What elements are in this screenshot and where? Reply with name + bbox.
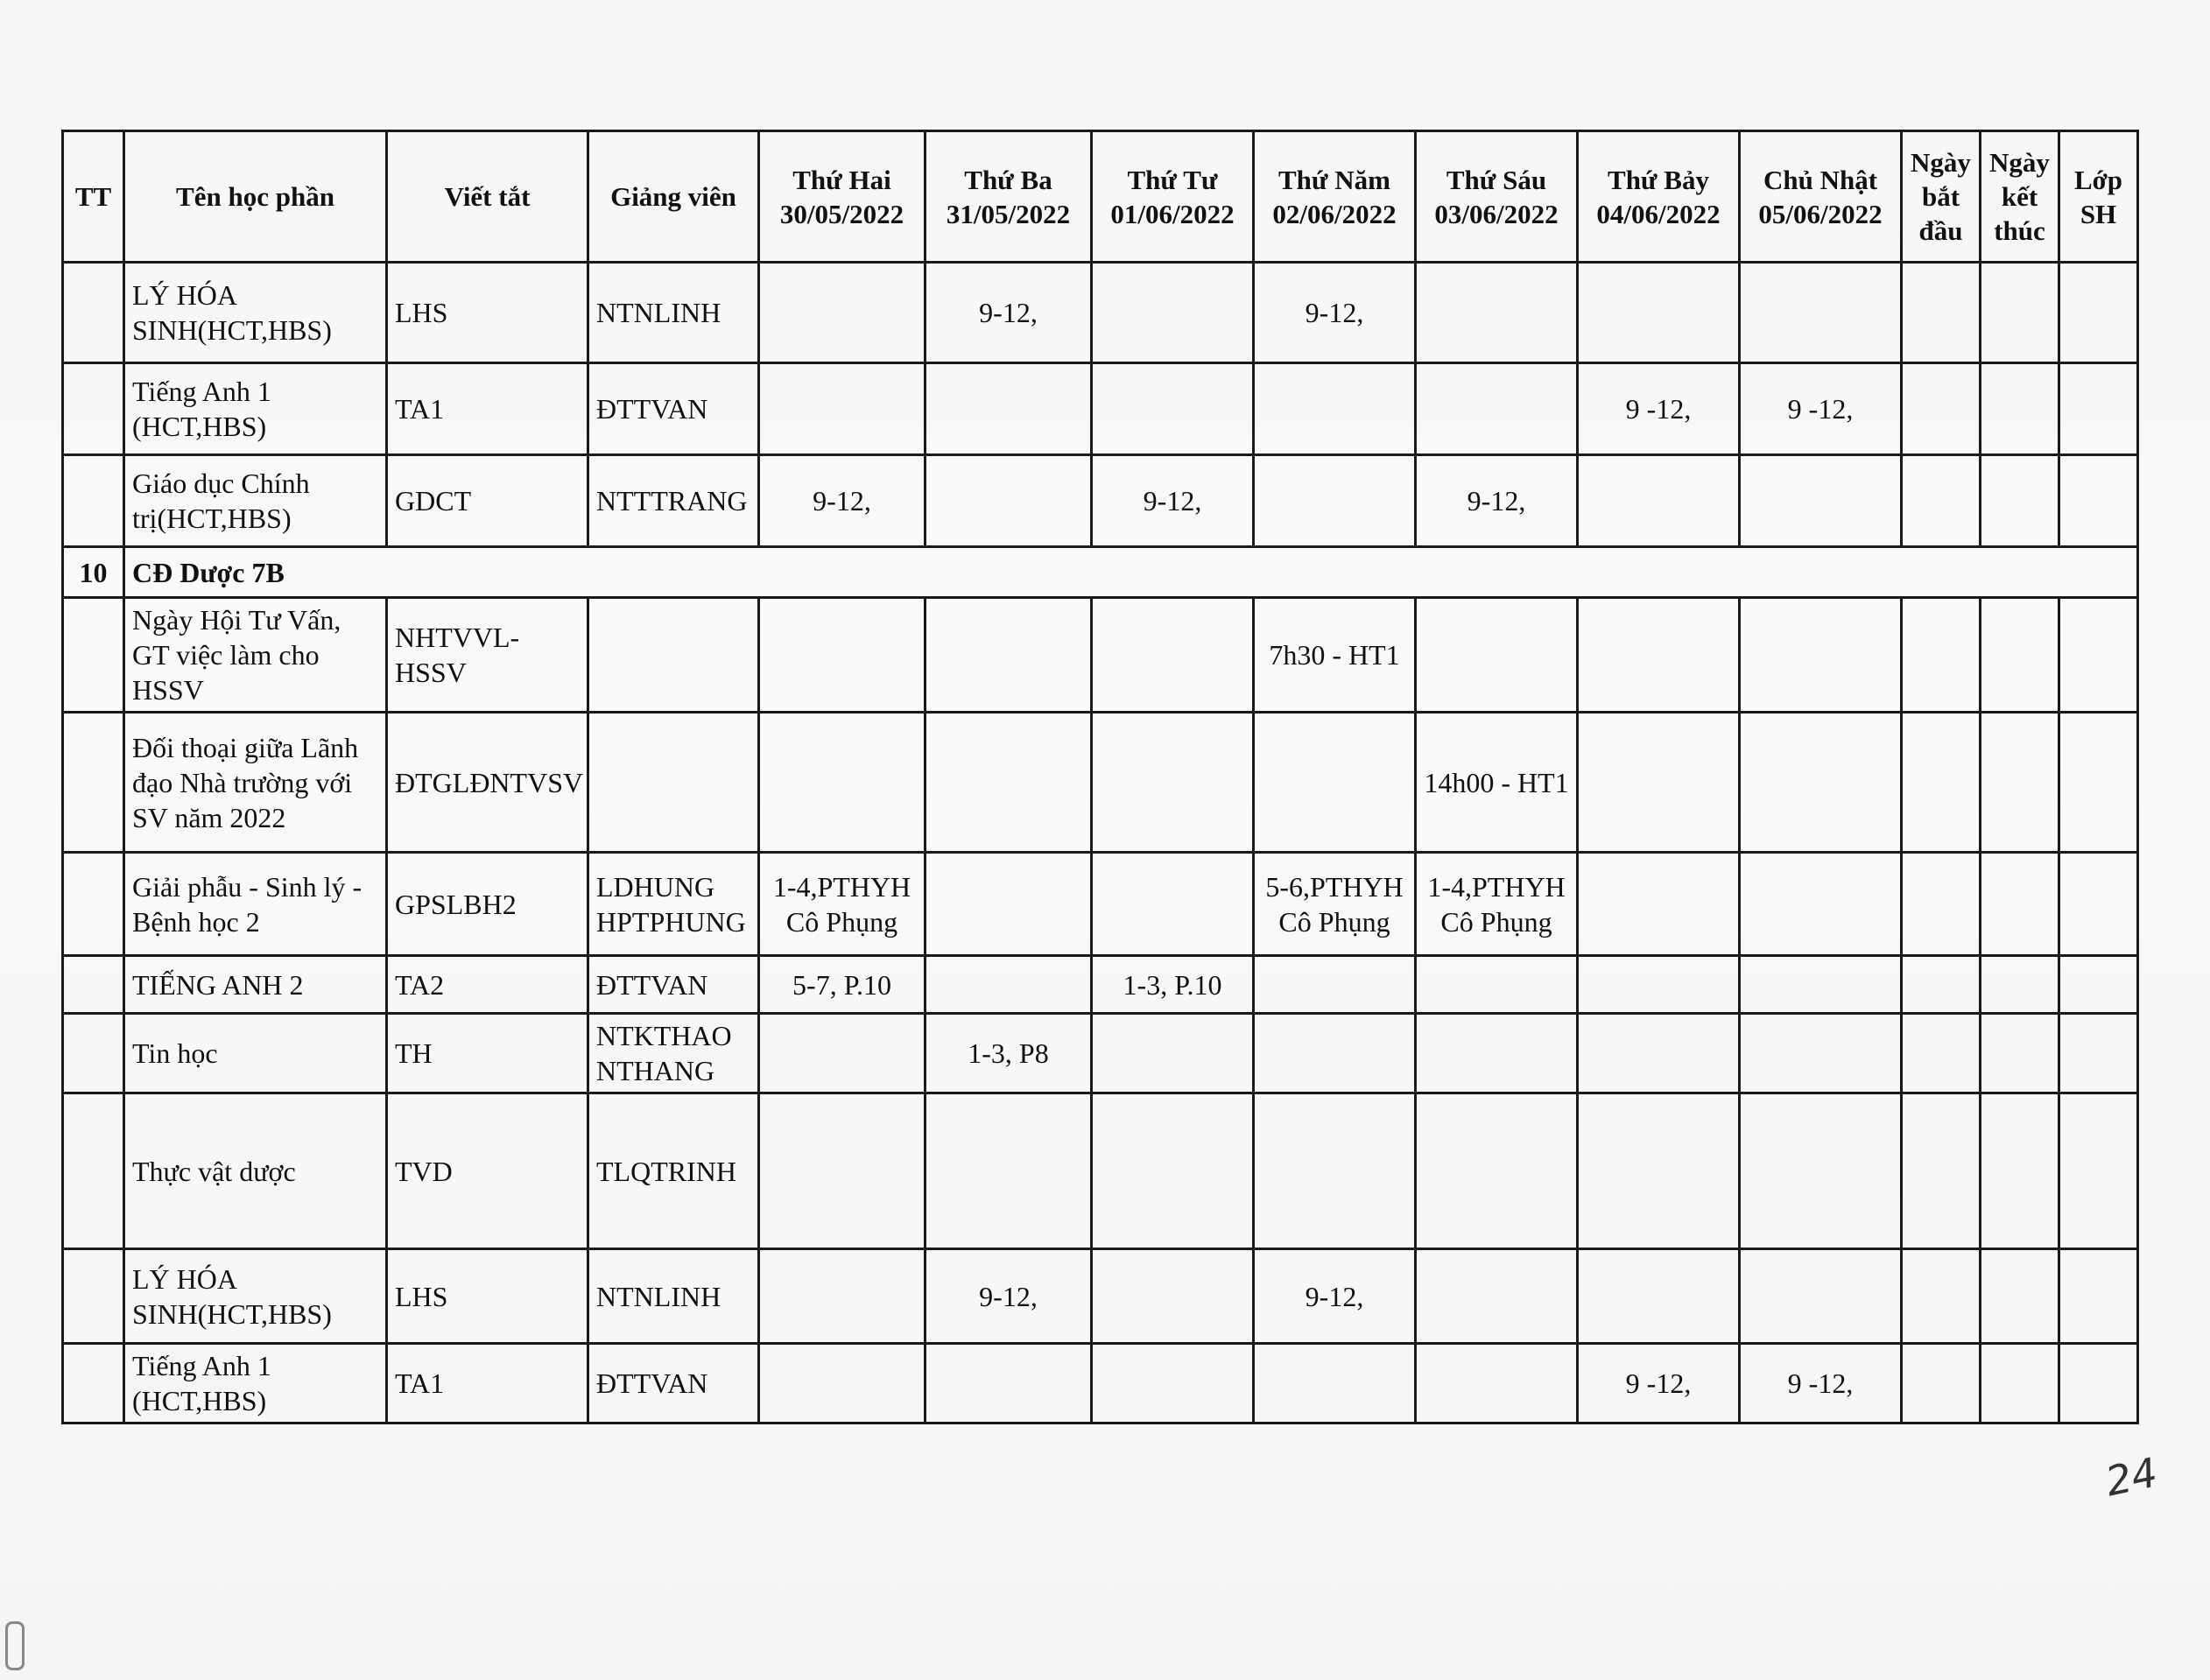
cell-end [1981,1093,2059,1249]
cell-end [1981,1249,2059,1344]
cell-thu [1254,455,1416,547]
table-row [63,455,2138,547]
cell-sat [1578,1014,1740,1093]
header-end-date [1981,131,2059,263]
cell-wed: 9-12, [1092,455,1254,547]
cell-start [1902,263,1981,363]
header-monday [759,131,926,263]
cell-mon: 1-4,PTHYH Cô Phụng [759,853,926,956]
cell-sat [1578,853,1740,956]
cell-start [1902,713,1981,853]
cell-lecturer: LDHUNG HPTPHUNG [588,853,759,956]
cell-sat [1578,455,1740,547]
cell-homeroom [2059,263,2138,363]
cell-tt [63,1014,124,1093]
cell-sat [1578,263,1740,363]
cell-wed: 1-3, P.10 [1092,956,1254,1014]
header-tt: TT [63,131,124,263]
cell-thu [1254,1093,1416,1249]
cell-course-name: LÝ HÓA SINH(HCT,HBS) [124,1249,387,1344]
cell-wed [1092,1249,1254,1344]
cell-tue [926,1344,1092,1423]
cell-mon [759,1249,926,1344]
cell-lecturer: NTNLINH [588,1249,759,1344]
table-row [63,713,2138,853]
header-sunday [1740,131,1902,263]
cell-thu [1254,713,1416,853]
cell-course-name: LÝ HÓA SINH(HCT,HBS) [124,263,387,363]
cell-thu [1254,363,1416,455]
header-line: Ngày [1989,147,2050,178]
cell-course-name: Tiếng Anh 1 (HCT,HBS) [124,363,387,455]
cell-thu [1254,1344,1416,1423]
cell-fri [1416,363,1578,455]
day-name: Thứ Năm [1278,164,1390,195]
cell-homeroom [2059,1249,2138,1344]
table-row [63,263,2138,363]
cell-mon [759,363,926,455]
day-date: 05/06/2022 [1758,198,1883,229]
cell-sun: 9 -12, [1740,1344,1902,1423]
cell-abbreviation: GDCT [387,455,588,547]
cell-tt [63,853,124,956]
cell-fri [1416,1249,1578,1344]
cell-wed [1092,713,1254,853]
cell-tt [63,455,124,547]
cell-homeroom [2059,713,2138,853]
cell-abbreviation: TA1 [387,1344,588,1423]
cell-homeroom [2059,1344,2138,1423]
cell-homeroom [2059,956,2138,1014]
header-saturday [1578,131,1740,263]
header-friday [1416,131,1578,263]
cell-sun [1740,455,1902,547]
section-title: CĐ Dược 7B [124,547,2138,598]
cell-sun [1740,713,1902,853]
cell-abbreviation: TA1 [387,363,588,455]
cell-thu [1254,1014,1416,1093]
cell-lecturer [588,713,759,853]
cell-mon [759,1093,926,1249]
cell-tt [63,713,124,853]
cell-abbreviation: TA2 [387,956,588,1014]
header-start-date [1902,131,1981,263]
header-line: SH [2080,198,2117,229]
cell-sun [1740,263,1902,363]
table-row [63,1249,2138,1344]
cell-mon: 5-7, P.10 [759,956,926,1014]
cell-start [1902,1014,1981,1093]
cell-wed [1092,598,1254,713]
header-abbreviation: Viết tắt [387,131,588,263]
table-row [63,598,2138,713]
table-row [63,853,2138,956]
header-wednesday [1092,131,1254,263]
cell-thu: 9-12, [1254,263,1416,363]
cell-fri: 1-4,PTHYH Cô Phụng [1416,853,1578,956]
table-row [63,956,2138,1014]
cell-lecturer: NTTTRANG [588,455,759,547]
table-row [63,1344,2138,1423]
day-date: 01/06/2022 [1110,198,1235,229]
header-line: thúc [1994,215,2045,246]
cell-end [1981,1014,2059,1093]
cell-lecturer: NTNLINH [588,263,759,363]
table-row [63,1014,2138,1093]
cell-lecturer: ĐTTVAN [588,1344,759,1423]
header-lecturer: Giảng viên [588,131,759,263]
cell-sat [1578,1093,1740,1249]
cell-abbreviation: NHTVVL-HSSV [387,598,588,713]
cell-wed [1092,1344,1254,1423]
day-name: Thứ Hai [792,164,891,195]
cell-tue [926,853,1092,956]
cell-tt [63,263,124,363]
cell-tt [63,1344,124,1423]
cell-abbreviation: TH [387,1014,588,1093]
cell-homeroom [2059,853,2138,956]
cell-end [1981,263,2059,363]
cell-tue [926,1093,1092,1249]
cell-wed [1092,1014,1254,1093]
cell-fri [1416,263,1578,363]
cell-wed [1092,263,1254,363]
cell-fri [1416,1344,1578,1423]
table-row [63,363,2138,455]
cell-tt [63,1249,124,1344]
cell-start [1902,956,1981,1014]
day-name: Thứ Tư [1127,164,1218,195]
cell-thu: 9-12, [1254,1249,1416,1344]
cell-end [1981,455,2059,547]
cell-course-name: Tiếng Anh 1 (HCT,HBS) [124,1344,387,1423]
cell-homeroom [2059,1014,2138,1093]
cell-tue: 1-3, P8 [926,1014,1092,1093]
cell-lecturer: NTKTHAO NTHANG [588,1014,759,1093]
cell-mon [759,263,926,363]
cell-mon [759,713,926,853]
cell-end [1981,956,2059,1014]
header-row [63,131,2138,263]
cell-fri: 14h00 - HT1 [1416,713,1578,853]
cell-tt [63,1093,124,1249]
cell-mon [759,598,926,713]
cell-end [1981,1344,2059,1423]
cell-sat [1578,956,1740,1014]
day-date: 02/06/2022 [1272,198,1397,229]
day-name: Thứ Sáu [1446,164,1547,195]
cell-fri [1416,1014,1578,1093]
cell-sat [1578,1249,1740,1344]
header-line: Lớp [2073,164,2123,195]
header-line: đầu [1918,215,1963,246]
cell-sun [1740,1093,1902,1249]
cell-lecturer: TLQTRINH [588,1093,759,1249]
cell-abbreviation: LHS [387,263,588,363]
cell-thu: 7h30 - HT1 [1254,598,1416,713]
cell-sun: 9 -12, [1740,363,1902,455]
cell-course-name: Thực vật dược [124,1093,387,1249]
cell-tt [63,363,124,455]
cell-start [1902,455,1981,547]
cell-homeroom [2059,598,2138,713]
cell-course-name: Giải phẫu - Sinh lý - Bệnh học 2 [124,853,387,956]
day-name: Thứ Bảy [1608,164,1709,195]
cell-tt [63,598,124,713]
cell-sat: 9 -12, [1578,1344,1740,1423]
cell-course-name: Giáo dục Chính trị(HCT,HBS) [124,455,387,547]
day-date: 03/06/2022 [1434,198,1559,229]
header-line: bắt [1921,181,1960,212]
cell-thu: 5-6,PTHYH Cô Phụng [1254,853,1416,956]
cell-tt [63,956,124,1014]
header-homeroom-class [2059,131,2138,263]
cell-homeroom [2059,455,2138,547]
cell-mon [759,1344,926,1423]
cell-homeroom [2059,1093,2138,1249]
cell-abbreviation: LHS [387,1249,588,1344]
cell-lecturer: ĐTTVAN [588,956,759,1014]
cell-tue [926,455,1092,547]
cell-sat [1578,713,1740,853]
cell-fri [1416,956,1578,1014]
day-date: 31/05/2022 [946,198,1071,229]
cell-wed [1092,363,1254,455]
cell-sun [1740,1014,1902,1093]
cell-start [1902,1093,1981,1249]
page-number-handwritten: 24 [2101,1448,2162,1506]
cell-thu [1254,956,1416,1014]
cell-course-name: Ngày Hội Tư Vấn, GT việc làm cho HSSV [124,598,387,713]
cell-end [1981,598,2059,713]
cell-sat: 9 -12, [1578,363,1740,455]
cell-sun [1740,1249,1902,1344]
day-name: Thứ Ba [964,164,1052,195]
header-thursday [1254,131,1416,263]
cell-start [1902,598,1981,713]
cell-course-name: Đối thoại giữa Lãnh đạo Nhà trường với SV năm 2022 [124,713,387,853]
cell-abbreviation: TVD [387,1093,588,1249]
cell-mon [759,1014,926,1093]
cell-abbreviation: ĐTGLĐNTVSV [387,713,588,853]
cell-abbreviation: GPSLBH2 [387,853,588,956]
cell-lecturer: ĐTTVAN [588,363,759,455]
day-name: Chủ Nhật [1763,164,1878,195]
header-line: kết [2001,181,2038,212]
cell-sun [1740,853,1902,956]
scan-artifact [5,1621,25,1670]
cell-start [1902,363,1981,455]
cell-start [1902,1249,1981,1344]
cell-sat [1578,598,1740,713]
header-line: Ngày [1911,147,1971,178]
cell-end [1981,713,2059,853]
header-course-name: Tên học phần [124,131,387,263]
cell-course-name: Tin học [124,1014,387,1093]
header-tuesday [926,131,1092,263]
cell-start [1902,1344,1981,1423]
cell-sun [1740,956,1902,1014]
cell-fri: 9-12, [1416,455,1578,547]
cell-lecturer [588,598,759,713]
day-date: 30/05/2022 [779,198,904,229]
cell-mon: 9-12, [759,455,926,547]
cell-start [1902,853,1981,956]
cell-homeroom [2059,363,2138,455]
cell-fri [1416,1093,1578,1249]
section-row [63,547,2138,598]
cell-tue [926,956,1092,1014]
cell-tue [926,598,1092,713]
cell-wed [1092,853,1254,956]
cell-tue: 9-12, [926,1249,1092,1344]
cell-end [1981,853,2059,956]
timetable [61,130,2139,1424]
cell-course-name: TIẾNG ANH 2 [124,956,387,1014]
cell-end [1981,363,2059,455]
table-row [63,1093,2138,1249]
cell-fri [1416,598,1578,713]
section-number: 10 [63,547,124,598]
day-date: 04/06/2022 [1596,198,1721,229]
cell-tue: 9-12, [926,263,1092,363]
cell-tue [926,713,1092,853]
cell-wed [1092,1093,1254,1249]
cell-tue [926,363,1092,455]
cell-sun [1740,598,1902,713]
